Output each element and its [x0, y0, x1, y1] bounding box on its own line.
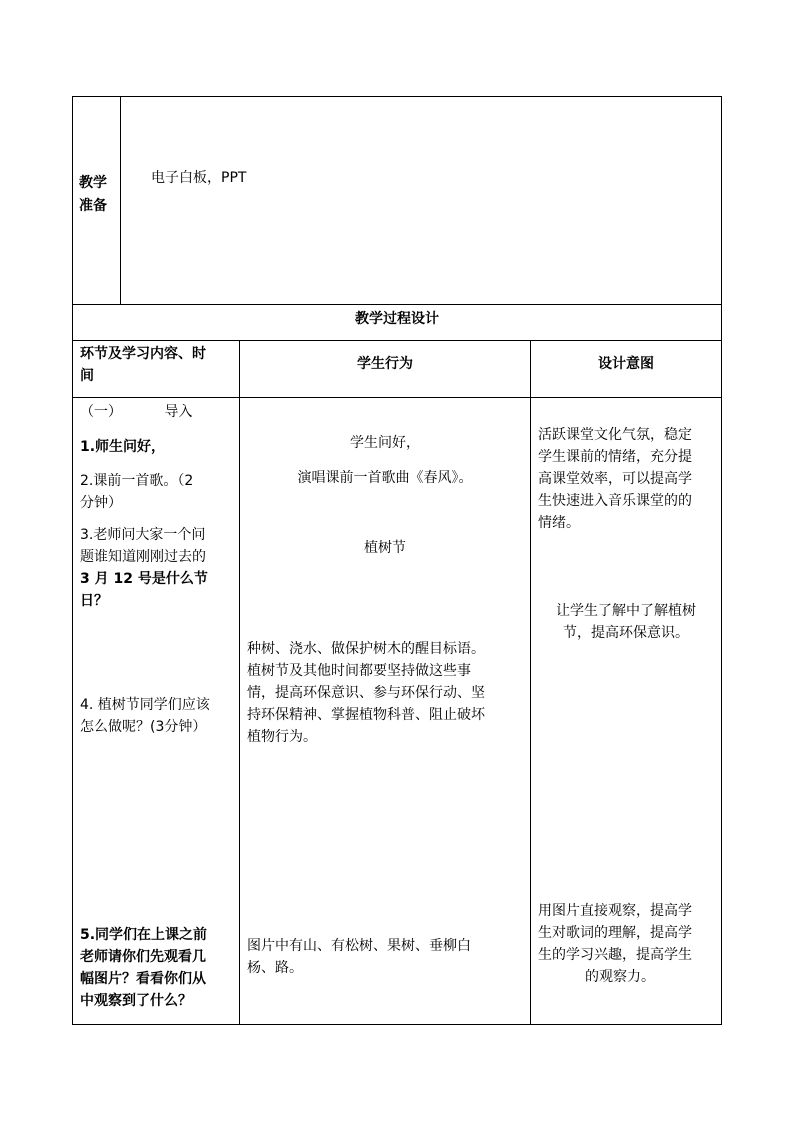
- item-5-line3: 幅图片？看看你们从: [80, 971, 206, 987]
- header-col1: [80, 343, 206, 387]
- intent-1-line2: 学生课前的情绪，充分提: [538, 449, 692, 465]
- item-4-line1: 4. 植树节同学们应该: [80, 697, 210, 713]
- item-1: 1.师生问好，: [80, 439, 166, 455]
- row-divider-headers: [72, 397, 722, 398]
- table-border-left: [72, 96, 73, 1025]
- item-3-line2: 题谁知道刚刚过去的: [80, 549, 206, 565]
- student-actions-line2: 植树节及其他时间都要坚持做这些事: [247, 663, 471, 679]
- student-pictures: [247, 935, 471, 979]
- intent-3-line2: 生对歌词的理解，提高学: [538, 925, 692, 941]
- item-4: [80, 694, 210, 738]
- table-border-bottom: [72, 1024, 722, 1025]
- row-divider-title: [72, 340, 722, 341]
- row-divider-prep: [72, 304, 722, 305]
- col-divider-2: [530, 340, 531, 1025]
- intent-3-line1: 用图片直接观察，提高学: [538, 903, 692, 919]
- intent-3-line3: 生的学习兴趣，提高学生: [538, 947, 692, 963]
- table-border-right: [721, 96, 722, 1025]
- item-3: [80, 524, 208, 612]
- item-3-line4: 日？: [80, 593, 108, 609]
- section-name: 导入: [164, 404, 193, 420]
- prep-content: 电子白板，PPT: [151, 170, 247, 186]
- intent-1-line5: 情绪。: [538, 515, 580, 531]
- intent-3-line4: 的观察力。: [585, 969, 655, 985]
- student-actions: [247, 638, 485, 748]
- intent-1-line4: 生快速进入音乐课堂的的: [538, 493, 692, 509]
- intent-1-line1: 活跃课堂文化气氛，稳定: [538, 427, 692, 443]
- student-greet: 学生问好，: [350, 435, 420, 451]
- student-actions-line3: 情，提高环保意识、参与环保行动、坚: [247, 685, 485, 701]
- student-actions-line1: 种树、浇水、做保护树木的醒目标语。: [247, 641, 485, 657]
- prep-label-line2: 准备: [79, 198, 107, 214]
- header-col1-line2: 间: [80, 368, 94, 384]
- item-3-line3: 3 月 12 号是什么节: [80, 571, 208, 587]
- section-title: [80, 401, 192, 423]
- intent-2-line2: 节，提高环保意识。: [563, 625, 689, 641]
- item-2-line1: 2.课前一首歌。（2: [80, 473, 194, 489]
- item-5-line4: 中观察到了什么？: [80, 993, 192, 1009]
- item-5-line1: 5.同学们在上课之前: [80, 927, 208, 943]
- student-pictures-line2: 杨、路。: [247, 960, 303, 976]
- student-sing: 演唱课前一首歌曲《春风》。: [297, 470, 473, 486]
- item-5: [80, 924, 207, 1012]
- intent-2-line1: 让学生了解中了解植树: [556, 603, 696, 619]
- student-actions-line5: 植物行为。: [247, 729, 317, 745]
- header-col3: 设计意图: [598, 356, 654, 372]
- student-pictures-line1: 图片中有山、有松树、果树、垂柳白: [247, 938, 471, 954]
- student-actions-line4: 持环保精神、掌握植物科普、阻止破坏: [247, 707, 485, 723]
- prep-label: [79, 172, 107, 218]
- student-festival: 植树节: [364, 540, 406, 556]
- prep-label-divider: [120, 96, 121, 305]
- intent-3: [538, 900, 692, 988]
- intent-1: [538, 424, 692, 534]
- prep-label-line1: 教学: [79, 175, 107, 191]
- process-title: 教学过程设计: [355, 311, 439, 327]
- header-col2: 学生行为: [357, 356, 413, 372]
- item-5-line2: 老师请你们先观看几: [80, 949, 206, 965]
- item-3-line1: 3.老师问大家一个问: [80, 527, 206, 543]
- item-4-line2: 怎么做呢？(3分钟）: [80, 719, 207, 735]
- item-2-line2: 分钟）: [80, 495, 122, 511]
- intent-1-line3: 高课堂效率，可以提高学: [538, 471, 692, 487]
- section-number: （一）: [80, 404, 122, 420]
- intent-2: [531, 600, 721, 644]
- header-col1-line1: 环节及学习内容、时: [80, 346, 206, 362]
- table-border-top: [72, 96, 722, 97]
- item-2: [80, 470, 193, 514]
